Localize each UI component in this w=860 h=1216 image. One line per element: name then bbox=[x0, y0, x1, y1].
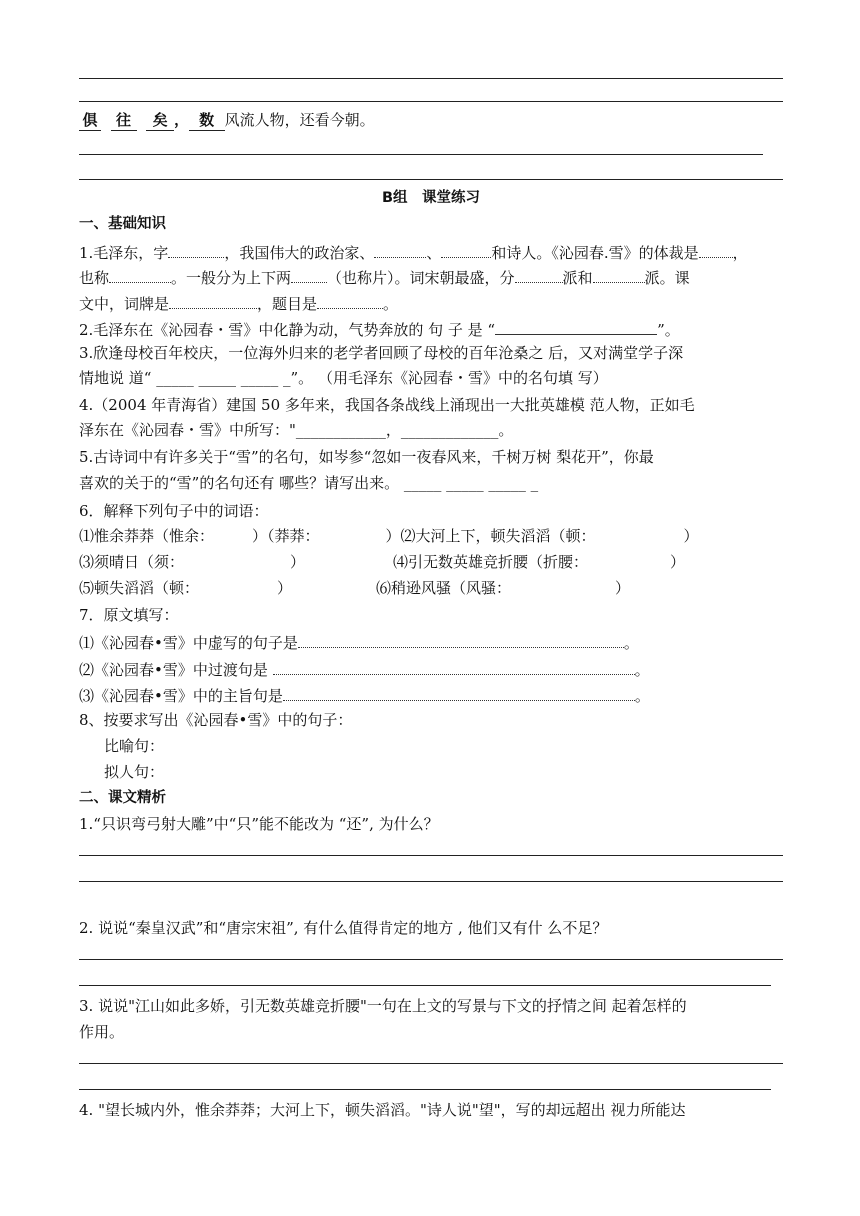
blank bbox=[291, 266, 327, 283]
q6-text: ） bbox=[683, 527, 699, 545]
q8-title: 8、按要求写出《沁园春•雪》中的句子： bbox=[79, 711, 353, 729]
part1-heading: 一、基础知识 bbox=[79, 216, 166, 232]
q7-text: ⑴《沁园春•雪》中虚写的句子是 bbox=[79, 634, 298, 652]
blank bbox=[495, 318, 657, 335]
q1-line2 bbox=[79, 266, 783, 286]
q7-text: ⑵《沁园春•雪》中过渡句是 bbox=[79, 661, 273, 679]
q1-text: 派。课 bbox=[644, 269, 690, 287]
q6-text: ） bbox=[670, 553, 686, 571]
blank bbox=[298, 631, 624, 648]
blank bbox=[283, 684, 635, 701]
q8-b: 拟人句： bbox=[104, 763, 165, 781]
q6-row2 bbox=[79, 552, 783, 572]
q7-text: ⑶《沁园春•雪》中的主旨句是 bbox=[79, 687, 283, 705]
poem-text: 风流人物，还看今朝。 bbox=[224, 111, 375, 129]
q1-text: ，我国伟大的政治家、 bbox=[224, 244, 375, 262]
q6-text: ⑴惟余莽莽（惟余： bbox=[79, 527, 215, 545]
blank bbox=[109, 266, 171, 283]
section-title: B组 课堂练习 bbox=[381, 190, 481, 206]
comma: ， bbox=[174, 113, 189, 129]
p2-q1: 1.“只识弯弓射大雕”中“只”能不能改为 “还”, 为什么？ bbox=[79, 815, 439, 833]
q1-text: 、 bbox=[426, 244, 442, 262]
underlined-word: 俱 bbox=[79, 110, 101, 131]
q1-text: 也称 bbox=[79, 269, 110, 287]
q1-text: 。 bbox=[383, 295, 399, 313]
blank bbox=[699, 241, 733, 258]
answer-line bbox=[79, 959, 783, 960]
answer-line bbox=[79, 101, 783, 102]
q1-text: 文中，词牌是 bbox=[79, 295, 170, 313]
p2-q2: 2. 说说“秦皇汉武”和“唐宗宋祖”, 有什么值得肯定的地方 , 他们又有什 么不足？ bbox=[79, 919, 608, 937]
q6-text: ⑹稍逊风骚（风骚： bbox=[376, 579, 512, 597]
p2-q4: 4. "望长城内外，惟余莽莽；大河上下，顿失滔滔。"诗人说"望"，写的却远超出 视力所能达 bbox=[79, 1101, 686, 1119]
blank bbox=[441, 241, 491, 258]
q3-line1: 3.欣逢母校百年校庆，一位海外归来的老学者回顾了母校的百年沧桑之 后，又对满堂学子深 bbox=[79, 344, 684, 362]
poem-line bbox=[79, 110, 783, 130]
answer-line bbox=[79, 855, 783, 856]
blank bbox=[168, 241, 224, 258]
q7-text: 。 bbox=[634, 661, 650, 679]
blank bbox=[515, 266, 563, 283]
q7-text: 。 bbox=[634, 687, 650, 705]
q1-line3 bbox=[79, 292, 783, 312]
q6-text: ⑶须晴日（须： bbox=[79, 553, 185, 571]
answer-line bbox=[79, 179, 783, 180]
underlined-word: 往 bbox=[111, 110, 137, 131]
q1-text: 。一般分为上下两 bbox=[171, 269, 292, 287]
q5-line1: 5.古诗词中有许多关于“雪”的名句，如岑参“忽如一夜春风来，千树万树 梨花开”，你最 bbox=[79, 448, 654, 466]
q2-text: 2.毛泽东在《沁园春・雪》中化静为动，气势奔放的 句 子 是 “ bbox=[79, 321, 496, 339]
part2-heading: 二、课文精析 bbox=[79, 790, 166, 806]
q6-title: 6．解释下列句子中的词语： bbox=[79, 502, 269, 520]
q7-title: 7．原文填写： bbox=[79, 606, 179, 624]
q5-line2: 喜欢的关于的“雪”的名句还有 哪些？请写出来。 _____ _____ _____ _ bbox=[79, 474, 539, 492]
q1-text: 和诗人。《沁园春.雪》的体裁是 bbox=[491, 244, 699, 262]
q6-text: ⑸顿失滔滔（顿： bbox=[79, 579, 200, 597]
q6-text: ） bbox=[290, 553, 306, 571]
blank bbox=[273, 658, 635, 675]
q7-text: 。 bbox=[623, 634, 639, 652]
answer-line bbox=[79, 1089, 771, 1090]
q6-text: ）⑵大河上下，顿失滔滔（顿： bbox=[385, 527, 596, 545]
answer-line bbox=[79, 1063, 783, 1064]
answer-line bbox=[79, 985, 771, 986]
q6-text: ）（莽莽： bbox=[252, 527, 320, 545]
q1-text: 1.毛泽东，字 bbox=[79, 244, 169, 262]
q4-line1: 4.（2004 年青海省）建国 50 多年来，我国各条战线上涌现出一大批英雄模 范人物，正如毛 bbox=[79, 396, 695, 414]
q2-text: ”。 bbox=[657, 321, 680, 339]
answer-line bbox=[79, 78, 783, 79]
q7-b bbox=[79, 658, 783, 678]
q8-a: 比喻句： bbox=[104, 737, 165, 755]
underlined-word: 数 bbox=[189, 110, 225, 131]
q6-text: ⑷引无数英雄竞折腰（折腰： bbox=[393, 553, 589, 571]
blank bbox=[593, 266, 645, 283]
q6-text: ） bbox=[277, 579, 293, 597]
q1-text: ，题目是 bbox=[257, 295, 318, 313]
q7-c bbox=[79, 684, 783, 704]
p2-q3-line2: 作用。 bbox=[79, 1023, 125, 1041]
q3-line2: 情地说 道“ _____ _____ _____ _”。 （用毛泽东《沁园春・雪》中的名句填 写） bbox=[79, 369, 608, 387]
p2-q3-line1: 3. 说说"江山如此多娇，引无数英雄竞折腰"一句在上文的写景与下文的抒情之间 起着怎样的 bbox=[79, 997, 687, 1015]
q1-text: ， bbox=[732, 244, 748, 262]
underlined-word: 矣 bbox=[146, 110, 174, 131]
blank bbox=[169, 292, 257, 309]
q1-line1 bbox=[79, 241, 783, 261]
q4-line2: 泽东在《沁园春・雪》中所写："____________，_____________。 bbox=[79, 421, 514, 439]
q1-text: 派和 bbox=[562, 269, 593, 287]
answer-line bbox=[79, 154, 763, 155]
q2-line bbox=[79, 318, 783, 338]
q7-a bbox=[79, 631, 783, 651]
q6-row3 bbox=[79, 578, 783, 598]
q6-text: ） bbox=[615, 579, 631, 597]
q6-row1 bbox=[79, 526, 783, 546]
blank bbox=[374, 241, 426, 258]
answer-line bbox=[79, 881, 783, 882]
q1-text: （也称片）。词宋朝最盛，分 bbox=[327, 269, 515, 287]
blank bbox=[317, 292, 383, 309]
